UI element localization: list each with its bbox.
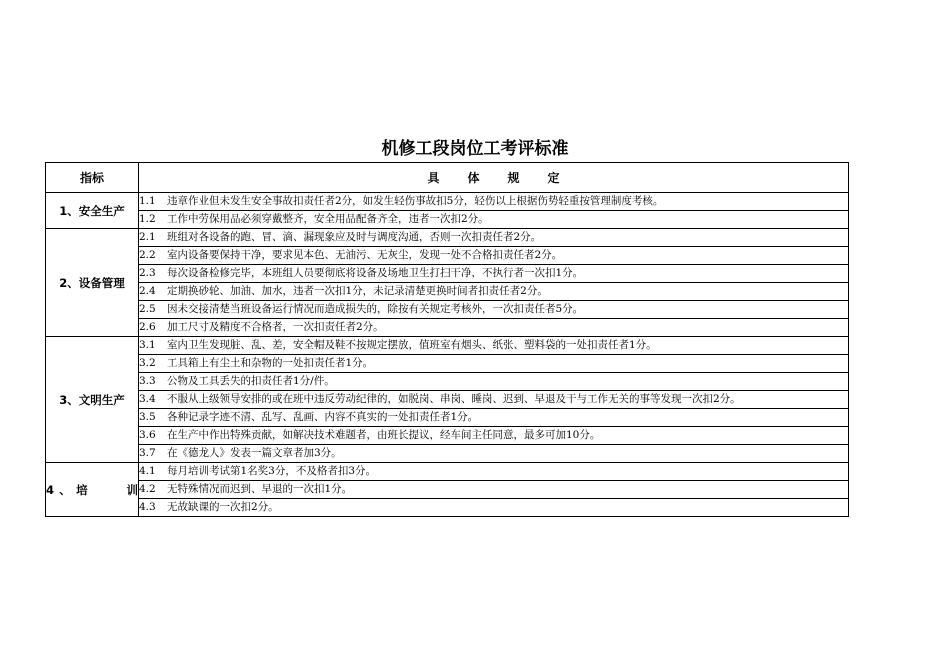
header-index: 指标 [46,163,139,193]
table-row [46,337,849,355]
rule-text: 在《德龙人》发表一篇文章者加3分。 [167,447,342,459]
rule-cell [139,337,849,355]
rule-cell [139,409,849,427]
rule-text: 因未交接清楚当班设备运行情况而造成损失的，除按有关规定考核外，一次扣责任者5分。 [167,303,584,315]
rule-number: 1.2 [139,213,156,225]
rule-cell [139,193,849,211]
rule-number: 3.1 [139,339,156,351]
rule-cell [139,445,849,463]
rule-text: 定期换砂轮、加油、加水，违者一次扣1分，未记录清楚更换时间者扣责任者2分。 [167,285,548,297]
evaluation-table [45,162,849,517]
rule-cell [139,355,849,373]
table-row [46,301,849,319]
table-row [46,427,849,445]
table-row [46,463,849,481]
table-row [46,373,849,391]
rule-text: 班组对各设备的跑、冒、滴、漏现象应及时与调度沟通，否则一次扣责任者2分。 [167,231,542,243]
table-row [46,247,849,265]
category-cell: 4、培 训 [46,463,139,517]
rule-number: 2.1 [139,231,156,243]
table-header-row [46,163,849,193]
table-row [46,409,849,427]
rule-text: 加工尺寸及精度不合格者，一次扣责任者2分。 [167,321,384,333]
rule-number: 2.4 [139,285,156,297]
rule-text: 无特殊情况而迟到、早退的一次扣1分。 [167,483,353,495]
rule-cell [139,301,849,319]
rule-cell [139,319,849,337]
table-row [46,445,849,463]
table-row [46,193,849,211]
rule-text: 室内卫生发现脏、乱、差，安全帽及鞋不按规定摆放，值班室有烟头、纸张、塑料袋的一处扣责任者1分。 [167,339,657,351]
category-cell: 2、设备管理 [46,229,139,337]
table-row [46,481,849,499]
page-title: 机修工段岗位工考评标准 [381,139,569,159]
rule-text: 在生产中作出特殊贡献，如解决技术难题者，由班长提议，经车间主任同意，最多可加10分。 [167,429,601,441]
rule-number: 3.4 [139,393,156,405]
header-spec-char: 规 [507,171,520,185]
table-row [46,229,849,247]
rule-number: 3.7 [139,447,156,459]
rule-number: 2.3 [139,267,156,279]
rule-cell [139,463,849,481]
rule-number: 2.5 [139,303,156,315]
table-row [46,499,849,517]
table-row [46,265,849,283]
table-row [46,319,849,337]
rule-text: 不服从上级领导安排的或在班中违反劳动纪律的，如脱岗、串岗、睡岗、迟到、早退及干与工作无关的事等发现一次扣2分。 [167,393,741,405]
rule-text: 无故缺课的一次扣2分。 [167,501,279,513]
table-row [46,283,849,301]
rule-cell [139,247,849,265]
rule-number: 3.3 [139,375,156,387]
category-cell: 3、文明生产 [46,337,139,463]
rule-cell [139,229,849,247]
rule-number: 4.1 [139,465,156,477]
rule-text: 室内设备要保持干净，要求见本色、无油污、无灰尘，发现一处不合格扣责任者2分。 [167,249,563,261]
rule-text: 每次设备检修完毕，本班组人员要彻底将设备及场地卫生打扫干净，不执行者一次扣1分。 [167,267,584,279]
rule-number: 2.6 [139,321,156,333]
rule-cell [139,265,849,283]
rule-cell [139,427,849,445]
rule-text: 每月培训考试第1名奖3分，不及格者扣3分。 [167,465,377,477]
rule-text: 工作中劳保用品必须穿戴整齐，安全用品配备齐全，违者一次扣2分。 [167,213,489,225]
rule-cell [139,373,849,391]
header-spec-char: 具 [427,171,440,185]
rule-number: 2.2 [139,249,156,261]
table-row [46,211,849,229]
rule-text: 工具箱上有尘土和杂物的一处扣责任者1分。 [167,357,374,369]
rule-text: 公物及工具丢失的扣责任者1分/件。 [167,375,335,387]
rule-number: 4.3 [139,501,156,513]
rule-cell [139,283,849,301]
rule-cell [139,481,849,499]
header-spec-char: 定 [547,171,560,185]
rule-number: 3.6 [139,429,156,441]
rule-text: 违章作业但未发生安全事故扣责任者2分，如发生轻伤事故扣5分，轻伤以上根据伤势轻重按管理制度考核。 [167,195,664,207]
rule-cell [139,499,849,517]
rule-number: 4.2 [139,483,156,495]
table-row [46,355,849,373]
rule-text: 各种记录字迹不清、乱写、乱画、内容不真实的一处扣责任者1分。 [167,411,479,423]
rule-number: 1.1 [139,195,156,207]
rule-cell [139,211,849,229]
header-spec-char: 体 [467,171,480,185]
category-cell: 1、安全生产 [46,193,139,229]
table-row [46,391,849,409]
rule-number: 3.5 [139,411,156,423]
rule-cell [139,391,849,409]
header-spec [139,163,849,193]
rule-number: 3.2 [139,357,156,369]
